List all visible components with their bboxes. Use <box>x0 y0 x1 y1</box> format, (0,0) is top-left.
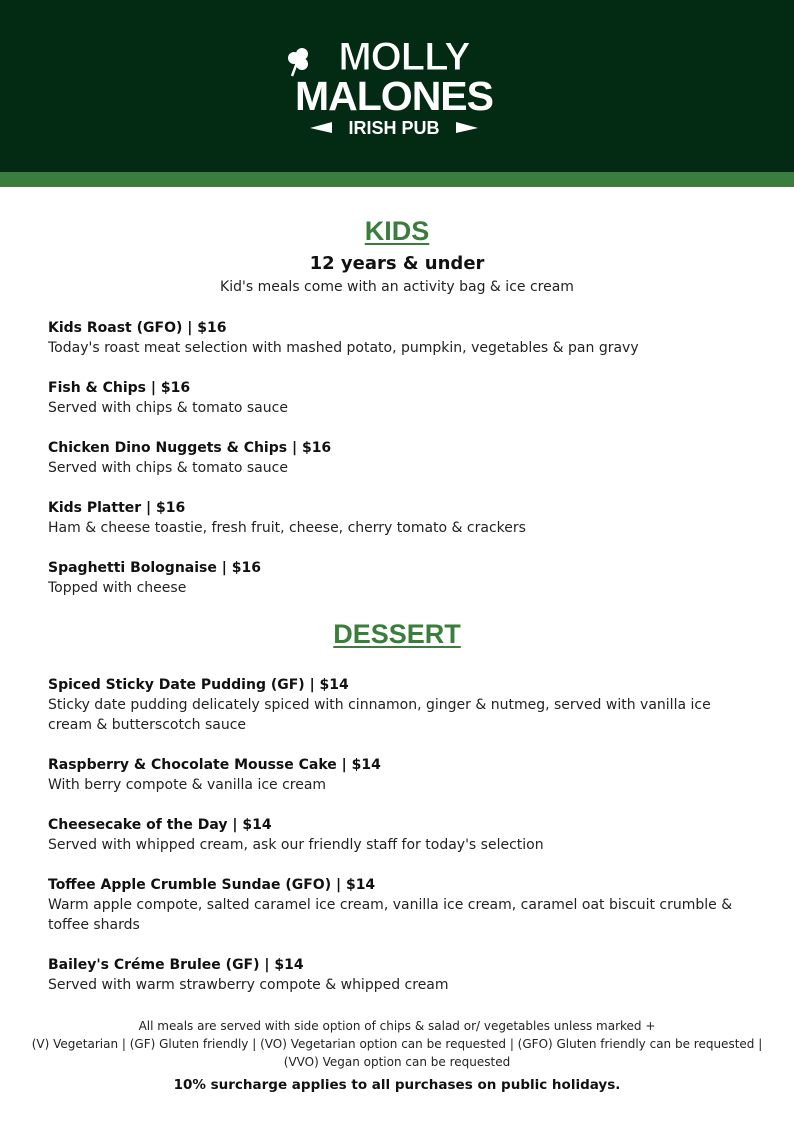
dessert-section-title: DESSERT <box>333 619 461 649</box>
menu-item-description: Today's roast meat selection with mashed potato, pumpkin, vegetables & pan gravy <box>48 340 639 356</box>
menu-item <box>48 875 748 935</box>
logo-arrow-right-icon <box>456 122 478 133</box>
logo-line1: MOLLY <box>338 35 470 79</box>
menu-item <box>48 558 748 598</box>
menu-item <box>48 675 748 735</box>
menu-item-title: Raspberry & Chocolate Mousse Cake | $14 <box>48 757 381 773</box>
menu-item <box>48 955 748 995</box>
menu-item <box>48 318 748 358</box>
menu-item-description: Served with chips & tomato sauce <box>48 460 288 476</box>
kids-section-title: KIDS <box>364 216 430 246</box>
molly-malones-logo <box>280 32 516 142</box>
menu-item <box>48 498 748 538</box>
menu-item-title: Kids Platter | $16 <box>48 500 186 516</box>
kids-age-subtitle: 12 years & under <box>309 253 485 274</box>
holiday-surcharge-note: 10% surcharge applies to all purchases on public holidays. <box>173 1077 621 1093</box>
menu-item-title: Cheesecake of the Day | $14 <box>48 817 272 833</box>
dietary-key: (V) Vegetarian | (GF) Gluten friendly | (VO) Vegetarian option can be requested | (GFO) Gluten friendly can be requested | (VVO) Vegan option can be requested <box>31 1037 763 1069</box>
menu-item-title: Kids Roast (GFO) | $16 <box>48 320 227 336</box>
menu-item <box>48 378 748 418</box>
side-option-note: All meals are served with side option of chips & salad or/ vegetables unless marked + <box>138 1019 656 1033</box>
dietary-legend <box>30 1017 764 1071</box>
menu-item-description: Warm apple compote, salted caramel ice cream, vanilla ice cream, caramel oat biscuit crumble & toffee shards <box>48 897 733 933</box>
menu-item <box>48 438 748 478</box>
menu-item-description: Topped with cheese <box>48 580 187 596</box>
shamrock-icon <box>288 48 308 76</box>
menu-item-title: Spaghetti Bolognaise | $16 <box>48 560 261 576</box>
menu-item-title: Chicken Dino Nuggets & Chips | $16 <box>48 440 332 456</box>
menu-item-description: Sticky date pudding delicately spiced with cinnamon, ginger & nutmeg, served with vanilla ice cream & butterscotch sauce <box>48 697 711 733</box>
logo-arrow-left-icon <box>310 122 332 133</box>
header-stripe <box>0 172 794 187</box>
menu-item-description: Served with whipped cream, ask our friendly staff for today's selection <box>48 837 544 853</box>
menu-item-title: Spiced Sticky Date Pudding (GF) | $14 <box>48 677 349 693</box>
menu-item <box>48 815 748 855</box>
menu-item-description: Served with warm strawberry compote & whipped cream <box>48 977 449 993</box>
menu-item-title: Fish & Chips | $16 <box>48 380 191 396</box>
menu-item-description: With berry compote & vanilla ice cream <box>48 777 327 793</box>
menu-item <box>48 755 748 795</box>
menu-item-description: Served with chips & tomato sauce <box>48 400 288 416</box>
logo-line2: MALONES <box>295 73 493 119</box>
menu-item-title: Toffee Apple Crumble Sundae (GFO) | $14 <box>48 877 376 893</box>
header-banner <box>0 0 794 172</box>
menu-item-title: Bailey's Créme Brulee (GF) | $14 <box>48 957 304 973</box>
kids-meal-note: Kid's meals come with an activity bag & ice cream <box>220 279 574 295</box>
logo-line3: IRISH PUB <box>348 118 440 138</box>
menu-item-description: Ham & cheese toastie, fresh fruit, cheese, cherry tomato & crackers <box>48 520 526 536</box>
